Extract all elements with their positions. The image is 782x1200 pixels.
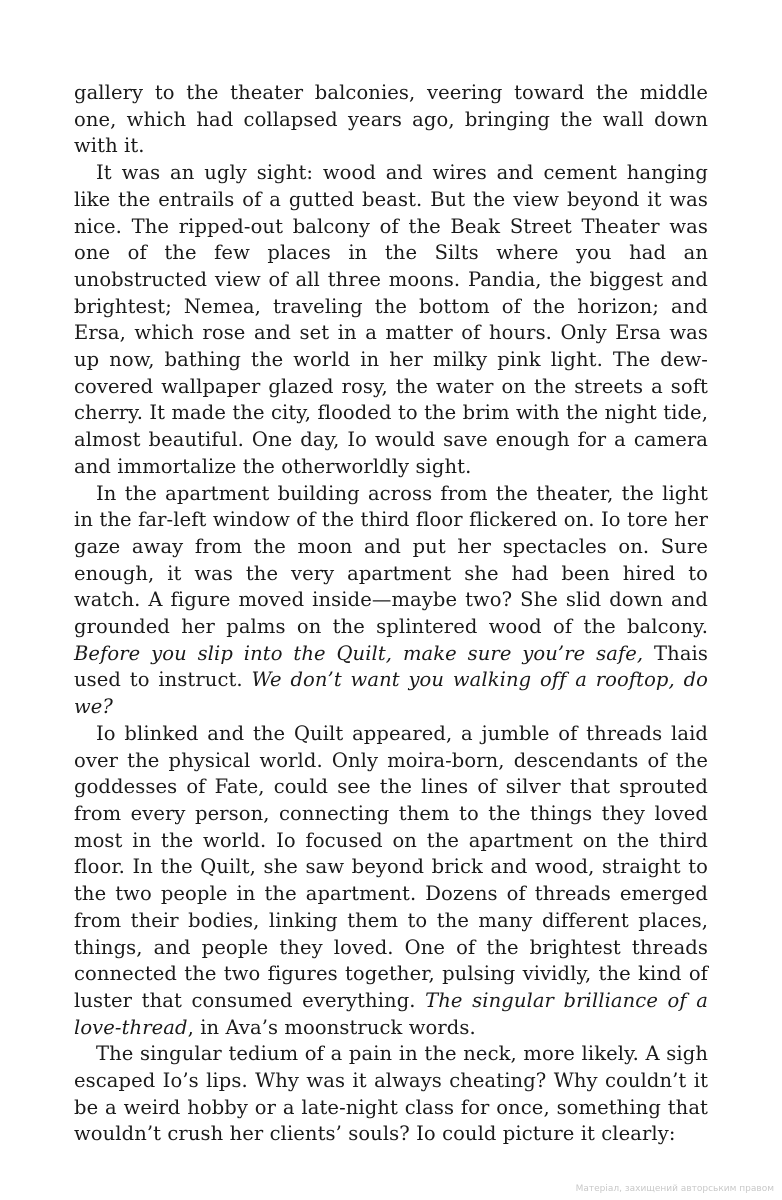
paragraph [74, 721, 708, 1041]
paragraph-text: It was an ugly sight: wood and wires and cement hanging like the entrails of a gutted beast. But the view beyond it was nice. The ripped-out balcony of the Beak Street Theater was one of the few places in the Silts where you had an unobstructed view of all three moons. Pandia, the biggest and brightest; Nemea, traveling the bottom of the horizon; and Ersa, which rose and set in a matter of hours. Only Ersa was up now, bathing the world in her milky pink light. The dew-covered wallpaper glazed rosy, the water on the streets a soft cherry. It made the city, flooded to the brim with the night tide, almost beautiful. One day, Io would save enough for a camera and immortalize the otherworldly sight. [74, 161, 708, 478]
italic-quote: The singular brilliance of a love-thread [74, 988, 708, 1039]
page-body-text [74, 80, 708, 1148]
italic-quote: Before you slip into the Quilt, make sure you’re safe, [74, 641, 644, 665]
paragraph [74, 1041, 708, 1148]
paragraph-text: gallery to the theater balconies, veering toward the middle one, which had collapsed years ago, bringing the wall down with it. [74, 81, 708, 158]
paragraph [74, 160, 708, 480]
copyright-watermark: Матеріал, захищений авторським правом [575, 1184, 774, 1194]
paragraph-text: The singular tedium of a pain in the neck, more likely. A sigh escaped Io’s lips. Why was it always cheating? Why couldn’t it be a weird hobby or a late-night class for once, something that wouldn’t crush her clients’ souls? Io could picture it clearly: [74, 1042, 708, 1146]
italic-quote: We don’t want you walking off a rooftop, do we? [74, 668, 708, 719]
paragraph-text: Io blinked and the Quilt appeared, a jumble of threads laid over the physical world. Only moira-born, descendants of the goddesses of Fate, could see the lines of silver that sprouted from every person, connecting them to the things they loved most in the world. Io focused on the apartment on the third floor. In the Quilt, she saw beyond brick and wood, straight to the two people in the apartment. Dozens of threads emerged from their bodies, linking them to the many different places, things, and people they loved. One of the brightest threads connected the two figures together, pulsing vividly, the kind of luster that consumed everything. [74, 721, 708, 1012]
paragraph [74, 80, 708, 160]
paragraph-text: Thais used to instruct. [74, 641, 708, 692]
paragraph-text: In the apartment building across from the theater, the light in the far-left window of the third floor flickered on. Io tore her gaze away from the moon and put her spectacles on. Sure enough, it was the very apartment she had been hired to watch. A figure moved inside—maybe two? She slid down and grounded her palms on the splintered wood of the balcony. [74, 481, 708, 639]
paragraph-text: , in Ava’s moonstruck words. [187, 1015, 476, 1039]
paragraph [74, 481, 708, 721]
